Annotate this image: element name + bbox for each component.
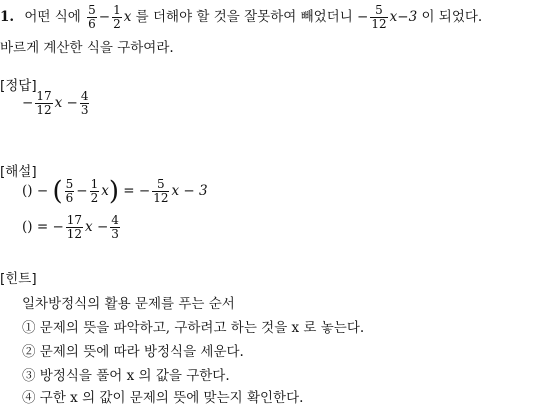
fraction-five-twelfths: $\frac{5}{12}$ xyxy=(371,3,387,31)
fraction-five-sixths: $\frac{5}{6}$ xyxy=(65,177,74,205)
fraction-four-thirds: $\frac{4}{3}$ xyxy=(80,89,89,117)
fraction-seventeen-twelfths: $\frac{17}{12}$ xyxy=(66,213,83,241)
answer-neg: − xyxy=(22,95,34,111)
left-paren: ( xyxy=(52,176,63,207)
negative-sign: − xyxy=(357,9,369,25)
fraction-five-twelfths: $\frac{5}{12}$ xyxy=(153,177,169,205)
problem-text-2: 를 더해야 할 것을 잘못하여 빼었더니 xyxy=(135,9,353,25)
x-minus: x − xyxy=(85,219,109,235)
hint-step-2: ② 문제의 뜻에 따라 방정식을 세운다. xyxy=(22,344,244,360)
expression-tail: x − 3 xyxy=(171,183,208,199)
equals-neg: = − xyxy=(123,183,151,199)
blank-box: () xyxy=(22,183,33,199)
explanation-line-1 xyxy=(22,178,208,205)
explanation-header: [해설] xyxy=(0,164,37,180)
problem-number: 1. xyxy=(0,9,15,25)
fraction-four-thirds: $\frac{4}{3}$ xyxy=(111,213,119,241)
hint-step-3: ③ 방정식을 풀어 x 의 값을 구한다. xyxy=(22,368,230,384)
expression-tail: x−3 xyxy=(389,9,418,25)
blank-box: () xyxy=(22,219,33,235)
variable-x: x xyxy=(123,9,132,25)
fraction-one-half: $\frac{1}{2}$ xyxy=(90,177,99,205)
equals-neg: = − xyxy=(36,219,64,235)
fraction-five-sixths: $\frac{5}{6}$ xyxy=(88,3,96,31)
hint-intro: 일차방정식의 활용 문제를 푸는 순서 xyxy=(22,296,235,312)
fraction-seventeen-twelfths: $\frac{17}{12}$ xyxy=(36,89,52,117)
explanation-line-2 xyxy=(22,214,122,241)
problem-text-3: 이 되었다. xyxy=(421,9,483,25)
minus-sign: − xyxy=(98,9,111,25)
problem-text-1: 어떤 식에 xyxy=(24,9,81,25)
problem-line-2: 바르게 계산한 식을 구하여라. xyxy=(0,40,174,56)
answer-x-minus: x − xyxy=(54,95,78,111)
answer-expression xyxy=(22,90,91,117)
problem-line-1 xyxy=(0,4,482,31)
answer-header: [정답] xyxy=(0,78,37,94)
minus-sign: − xyxy=(76,183,88,199)
minus-sign: − xyxy=(36,183,49,199)
hint-step-4: ④ 구한 x 의 값이 문제의 뜻에 맞는지 확인한다. xyxy=(22,390,304,406)
variable-x: x xyxy=(101,183,109,199)
fraction-one-half: $\frac{1}{2}$ xyxy=(113,3,121,31)
right-paren: ) xyxy=(108,176,119,207)
hint-header: [힌트] xyxy=(0,271,37,287)
hint-step-1: ① 문제의 뜻을 파악하고, 구하려고 하는 것을 x 로 놓는다. xyxy=(22,320,365,336)
